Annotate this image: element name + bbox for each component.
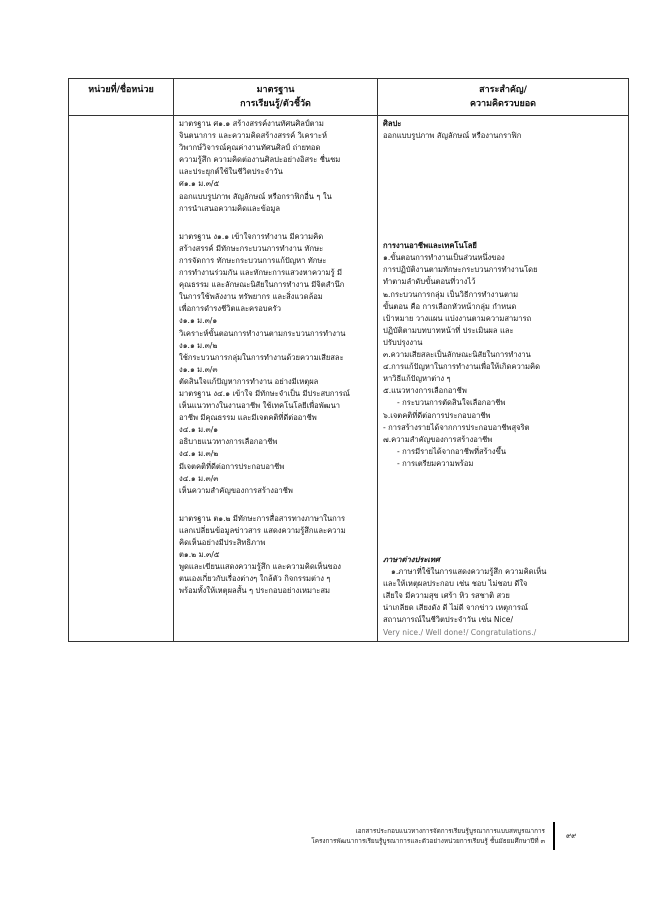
concept-text: ๖.เจตคติที่ดีต่อการประกอบอาชีพ bbox=[383, 410, 491, 420]
indicator-text: การนำเสนอความคิดและข้อมูล bbox=[179, 203, 281, 213]
curriculum-table bbox=[68, 78, 629, 642]
indicator-code: ศ๑.๑ ม.๓/๕ bbox=[179, 179, 220, 189]
indicator-text: มีเจตคติที่ดีต่อการประกอบอาชีพ bbox=[179, 461, 285, 471]
indicator-text: พูดและเขียนแสดงความรู้สึก และความคิดเห็นของ bbox=[179, 562, 342, 572]
standard-text: มาตรฐาน ศ๑.๑ สร้างสรรค์งานทัศนศิลป์ตาม bbox=[179, 119, 324, 128]
concepts-block-career bbox=[383, 240, 623, 470]
indicator-text: อธิบายแนวทางการเลือกอาชีพ bbox=[179, 437, 278, 447]
concept-subitem: - กระบวนการตัดสินใจเลือกอาชีพ bbox=[397, 398, 506, 408]
concept-text: Very nice./ Well done!/ Congratulations./ bbox=[383, 627, 537, 637]
concept-text: น่าเกลียด เสียงดัง ดี ไม่ดี จากข่าว เหตุการณ์ bbox=[383, 603, 529, 613]
concepts-cell bbox=[378, 116, 629, 642]
indicator-code: ง๑.๑ ม.๓/๑ bbox=[179, 316, 218, 326]
table-body-row bbox=[69, 116, 629, 642]
concept-text: ออกแบบรูปภาพ สัญลักษณ์ หรืองานกราฟิก bbox=[383, 131, 522, 141]
page-footer bbox=[0, 822, 658, 852]
standard-text: ในการใช้พลังงาน ทรัพยากร และสิ่งแวดล้อม bbox=[179, 292, 323, 302]
concept-text: ทำตามลำดับขั้นตอนที่วางไว้ bbox=[383, 277, 476, 287]
indicator-text: ออกแบบรูปภาพ สัญลักษณ์ หรือกราฟิกอื่น ๆ ใน bbox=[179, 191, 332, 201]
header-concepts bbox=[378, 79, 629, 116]
standards-cell bbox=[174, 116, 378, 642]
indicator-text: ใช้กระบวนการกลุ่มในการทำงานด้วยความเสียสละ bbox=[179, 352, 344, 362]
page-number: ๙๙ bbox=[566, 832, 577, 840]
concept-text: สถานการณ์ในชีวิตประจำวัน เช่น Nice/ bbox=[383, 615, 514, 625]
concept-text: ๓.ความเสียสละเป็นลักษณะนิสัยในการทำงาน bbox=[383, 350, 531, 360]
standard-text: สร้างสรรค์ มีทักษะกระบวนการทำงาน ทักษะ bbox=[179, 243, 324, 253]
footer-line1: เอกสารประกอบแนวทางการจัดการเรียนรู้บูรณาการแบบสหบูรณาการ bbox=[355, 827, 545, 835]
header-concepts-line1: สาระสำคัญ/ bbox=[479, 85, 527, 95]
concept-text: ขั้นตอน คือ การเลือกหัวหน้ากลุ่ม กำหนด bbox=[383, 301, 517, 311]
concepts-block-language bbox=[383, 554, 623, 639]
concept-text: หาวิธีแก้ปัญหาต่าง ๆ bbox=[383, 374, 451, 384]
standards-block-art bbox=[179, 118, 372, 215]
standard-text: เห็นแนวทางในงานอาชีพ ใช้เทคโนโลยีเพื่อพัฒนา bbox=[179, 401, 341, 411]
header-standards bbox=[174, 79, 378, 116]
header-unit bbox=[69, 79, 174, 116]
standard-text: การจัดการ ทักษะกระบวนการแก้ปัญหา ทักษะ bbox=[179, 255, 327, 265]
standard-text: จินตนาการ และความคิดสร้างสรรค์ วิเคราะห์ bbox=[179, 131, 327, 141]
standard-text: แลกเปลี่ยนข้อมูลข่าวสาร แสดงความรู้สึกและความ bbox=[179, 525, 346, 535]
standard-text: และประยุกต์ใช้ในชีวิตประจำวัน bbox=[179, 167, 283, 177]
concept-text: - การสร้างรายได้จากการประกอบอาชีพสุจริต bbox=[383, 422, 530, 432]
indicator-code: ต๑.๒ ม.๓/๕ bbox=[179, 550, 220, 560]
subject-heading: การงานอาชีพและเทคโนโลยี bbox=[383, 241, 477, 251]
table-header-row bbox=[69, 79, 629, 116]
header-concepts-line2: ความคิดรวบยอด bbox=[469, 99, 537, 109]
standard-text: การทำงานร่วมกัน และทักษะการแสวงหาความรู้ มี bbox=[179, 268, 343, 278]
standard-text: วิพากษ์วิจารณ์คุณค่างานทัศนศิลป์ ถ่ายทอด bbox=[179, 143, 321, 153]
standard-text: มาตรฐาน ง๔.๑ เข้าใจ มีทักษะจำเป็น มีประสบการณ์ bbox=[179, 388, 350, 398]
standard-text: เพื่อการดำรงชีวิตและครอบครัว bbox=[179, 304, 282, 314]
concept-text: ๑.ขั้นตอนการทำงานเป็นส่วนหนึ่งของ bbox=[383, 253, 505, 263]
concept-text: ปฏิบัติตามบทบาทหน้าที่ ประเมินผล และ bbox=[383, 325, 514, 335]
concept-text: และให้เหตุผลประกอบ เช่น ชอบ ไม่ชอบ ดีใจ bbox=[383, 579, 528, 589]
indicator-code: ง๑.๑ ม.๓/๓ bbox=[179, 364, 218, 374]
standard-text: มาตรฐาน ง๑.๑ เข้าใจการทำงาน มีความคิด bbox=[179, 231, 324, 241]
concepts-block-art bbox=[383, 118, 623, 142]
footer-line2: โครงการพัฒนาการเรียนรู้บูรณาการและตัวอย่างหน่วยการเรียนรู้ ชั้นมัธยมศึกษาปีที่ ๓ bbox=[311, 837, 545, 845]
standard-text: คิดเห็นอย่างมีประสิทธิภาพ bbox=[179, 538, 266, 547]
concept-text: เป้าหมาย วางแผน แบ่งงานตามความสามารถ bbox=[383, 313, 532, 323]
footer-divider bbox=[553, 822, 555, 850]
concept-subitem: - การมีรายได้จากอาชีพที่สร้างขึ้น bbox=[397, 446, 507, 456]
indicator-text: ตนเองเกี่ยวกับเรื่องต่างๆ ใกล้ตัว กิจกรรมต่าง ๆ bbox=[179, 574, 331, 584]
standard-text: คุณธรรม และลักษณะนิสัยในการทำงาน มีจิตสำนึก bbox=[179, 280, 345, 290]
indicator-text: เห็นความสำคัญของการสร้างอาชีพ bbox=[179, 485, 293, 495]
concept-text: การปฏิบัติงานตามทักษะกระบวนการทำงานโดย bbox=[383, 265, 538, 275]
indicator-text: พร้อมทั้งให้เหตุผลสั้น ๆ ประกอบอย่างเหมาะสม bbox=[179, 586, 330, 596]
header-standards-line1: มาตรฐาน bbox=[256, 85, 295, 95]
subject-heading: ภาษาต่างประเทศ bbox=[383, 554, 440, 564]
footer-text bbox=[311, 826, 545, 846]
standards-block-language bbox=[179, 513, 372, 598]
indicator-text: ตัดสินใจแก้ปัญหาการทำงาน อย่างมีเหตุผล bbox=[179, 376, 319, 386]
concept-text: ปรับปรุงงาน bbox=[383, 337, 423, 347]
concept-text: ๒.กระบวนการกลุ่ม เป็นวิธีการทำงานตาม bbox=[383, 289, 519, 299]
concept-text: ๗.ความสำคัญของการสร้างอาชีพ bbox=[383, 434, 493, 444]
unit-cell bbox=[69, 116, 174, 642]
concept-text: ๕.แนวทางการเลือกอาชีพ bbox=[383, 386, 467, 396]
concept-text: ๔.การแก้ปัญหาในการทำงานเพื่อให้เกิดความคิด bbox=[383, 362, 541, 372]
standard-text: มาตรฐาน ต๑.๒ มีทักษะการสื่อสารทางภาษาในการ bbox=[179, 513, 346, 523]
subject-heading: ศิลปะ bbox=[383, 119, 402, 128]
concept-text: เสียใจ มีความสุข เศร้า หิว รสชาติ สวย bbox=[383, 591, 510, 601]
concept-text: ๑.ภาษาที่ใช้ในการแสดงความรู้สึก ความคิดเห็น bbox=[391, 567, 547, 577]
indicator-code: ง๑.๑ ม.๓/๒ bbox=[179, 340, 218, 350]
standard-text: อาชีพ มีคุณธรรม และมีเจตคติที่ดีต่ออาชีพ bbox=[179, 413, 317, 423]
header-standards-line2: การเรียนรู้/ตัวชี้วัด bbox=[240, 99, 311, 109]
header-unit-label: หน่วยที่/ชื่อหน่วย bbox=[88, 85, 154, 95]
indicator-text: วิเคราะห์ขั้นตอนการทำงานตามกระบวนการทำงาน bbox=[179, 328, 346, 338]
standard-text: ความรู้สึก ความคิดต่องานศิลปะอย่างอิสระ ชื่นชม bbox=[179, 155, 341, 165]
indicator-code: ง๔.๑ ม.๓/๓ bbox=[179, 473, 219, 483]
indicator-code: ง๔.๑ ม.๓/๒ bbox=[179, 449, 219, 459]
standards-block-career bbox=[179, 231, 372, 497]
concept-subitem: - การเตรียมความพร้อม bbox=[397, 458, 474, 468]
indicator-code: ง๔.๑ ม.๓/๑ bbox=[179, 425, 219, 435]
